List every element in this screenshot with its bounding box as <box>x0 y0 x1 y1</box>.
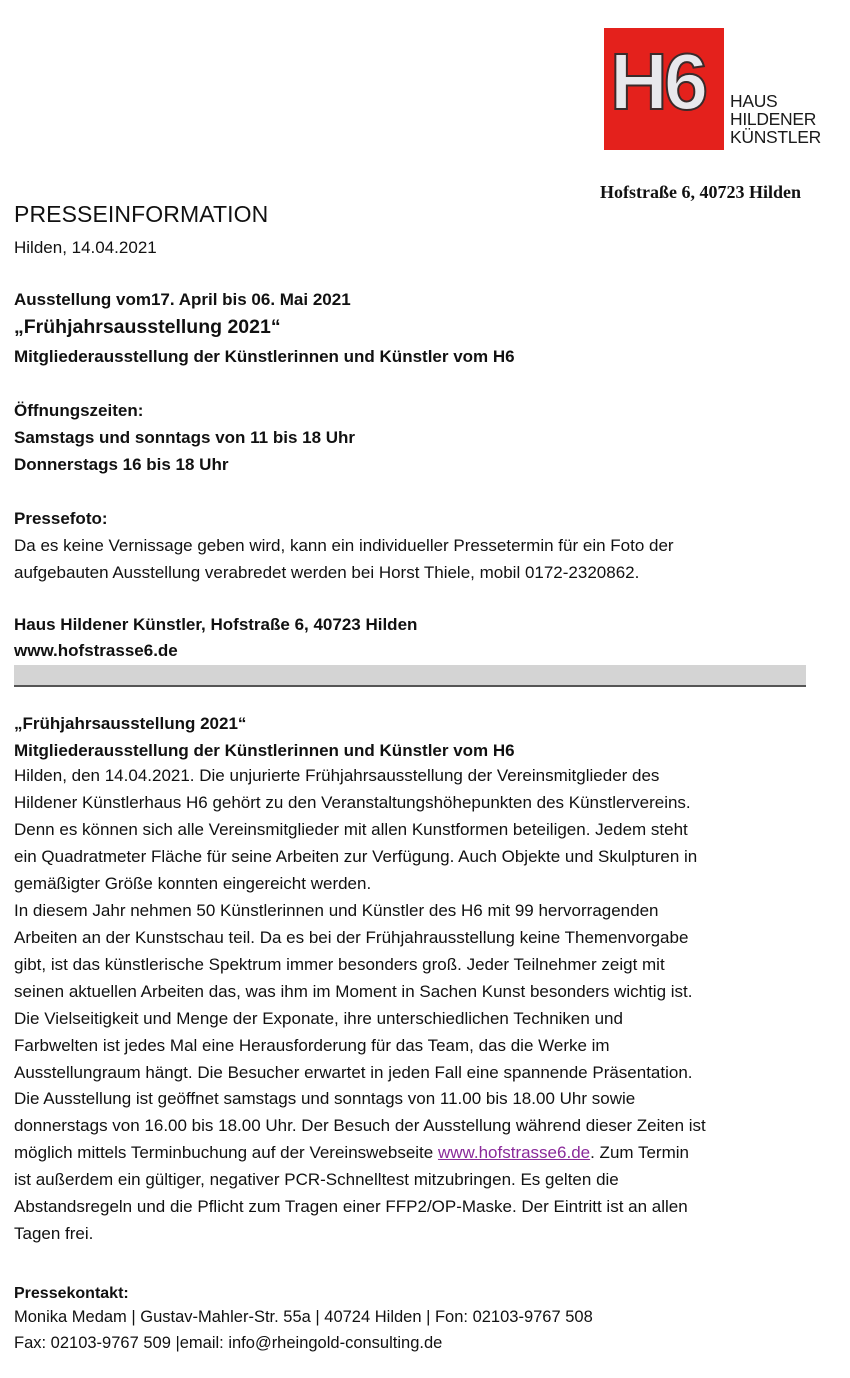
article-text: möglich mittels Terminbuchung auf der Vereinswebseite <box>14 1143 438 1162</box>
exhibition-subtitle: Mitgliederausstellung der Künstlerinnen und Künstler vom H6 <box>14 347 515 366</box>
press-photo-text: aufgebauten Ausstellung verabredet werden bei Horst Thiele, mobil 0172-2320862. <box>14 563 640 582</box>
header-date: Hilden, 14.04.2021 <box>14 238 157 257</box>
exhibition-name: „Frühjahrsausstellung 2021“ <box>14 316 281 338</box>
opening-hours-label: Öffnungszeiten: <box>14 401 144 420</box>
article-subtitle: Mitgliederausstellung der Künstlerinnen und Künstler vom H6 <box>14 741 515 760</box>
article-line: Arbeiten an der Kunstschau teil. Da es bei der Frühjahrausstellung keine Themenvorgabe <box>14 928 689 947</box>
press-contact-line: Fax: 02103-9767 509 |email: info@rheingold-consulting.de <box>14 1334 443 1352</box>
article-title: „Frühjahrsausstellung 2021“ <box>14 714 247 733</box>
logo-word: KÜNSTLER <box>730 127 821 147</box>
article-line: gemäßigter Größe konnten eingereicht werden. <box>14 874 372 893</box>
exhibition-dates: Ausstellung vom17. April bis 06. Mai 2021 <box>14 290 351 309</box>
article-paragraph-1 <box>14 762 834 1086</box>
section-divider <box>14 665 806 687</box>
article-line <box>14 1139 834 1166</box>
article-paragraph-2 <box>14 1085 834 1247</box>
article-line: Abstandsregeln und die Pflicht zum Tragen einer FFP2/OP-Maske. Der Eintritt ist an allen <box>14 1197 688 1216</box>
article-line: Hildener Künstlerhaus H6 gehört zu den Veranstaltungshöhepunkten des Künstlervereins. <box>14 793 691 812</box>
header-address: Hofstraße 6, 40723 Hilden <box>600 182 801 202</box>
article-line: Ausstellungraum hängt. Die Besucher erwartet in jeden Fall eine spannende Präsentation. <box>14 1063 693 1082</box>
article-line: Hilden, den 14.04.2021. Die unjurierte Frühjahrsausstellung der Vereinsmitglieder des <box>14 766 660 785</box>
article-line: ist außerdem ein gültiger, negativer PCR-Schnelltest mitzubringen. Es gelten die <box>14 1170 619 1189</box>
website-link[interactable]: www.hofstrasse6.de <box>437 1143 591 1162</box>
article-line: donnerstags von 16.00 bis 18.00 Uhr. Der Besuch der Ausstellung während dieser Zeiten ist <box>14 1116 706 1135</box>
opening-hours-thursday: Donnerstags 16 bis 18 Uhr <box>14 455 229 474</box>
article-text: . Zum Termin <box>590 1143 689 1162</box>
article-line: Die Vielseitigkeit und Menge der Exponate, ihre unterschiedlichen Techniken und <box>14 1009 623 1028</box>
page-title: PRESSEINFORMATION <box>14 201 269 227</box>
logo-word: HAUS <box>730 91 778 111</box>
article-line: Denn es können sich alle Vereinsmitglieder mit allen Kunstformen beteiligen. Jedem steht <box>14 820 688 839</box>
article-line: Tagen frei. <box>14 1224 94 1243</box>
press-photo-label: Pressefoto: <box>14 509 108 528</box>
logo-word: HILDENER <box>730 109 817 129</box>
logo-mark: H6 <box>610 37 705 126</box>
venue-website: www.hofstrasse6.de <box>14 641 178 660</box>
press-contact-label: Pressekontakt: <box>14 1285 129 1302</box>
article-line: Die Ausstellung ist geöffnet samstags und sonntags von 11.00 bis 18.00 Uhr sowie <box>14 1089 636 1108</box>
article-line: seinen aktuellen Arbeiten das, was ihm im Moment in Sachen Kunst besonders wichtig ist. <box>14 982 693 1001</box>
logo-wordmark <box>730 92 821 146</box>
venue-address: Haus Hildener Künstler, Hofstraße 6, 40723 Hilden <box>14 615 418 634</box>
press-contact-line: Monika Medam | Gustav-Mahler-Str. 55a | 40724 Hilden | Fon: 02103-9767 508 <box>14 1308 593 1326</box>
article-line: Farbwelten ist jedes Mal eine Herausforderung für das Team, das die Werke im <box>14 1036 610 1055</box>
article-line: ein Quadratmeter Fläche für seine Arbeiten zur Verfügung. Auch Objekte und Skulpturen in <box>14 847 698 866</box>
h6-logo <box>604 28 724 150</box>
article-line: gibt, ist das künstlerische Spektrum immer besonders groß. Jeder Teilnehmer zeigt mit <box>14 955 665 974</box>
opening-hours-weekend: Samstags und sonntags von 11 bis 18 Uhr <box>14 428 356 447</box>
press-photo-text: Da es keine Vernissage geben wird, kann ein individueller Pressetermin für ein Foto der <box>14 536 674 555</box>
article-line: In diesem Jahr nehmen 50 Künstlerinnen und Künstler des H6 mit 99 hervorragenden <box>14 901 659 920</box>
